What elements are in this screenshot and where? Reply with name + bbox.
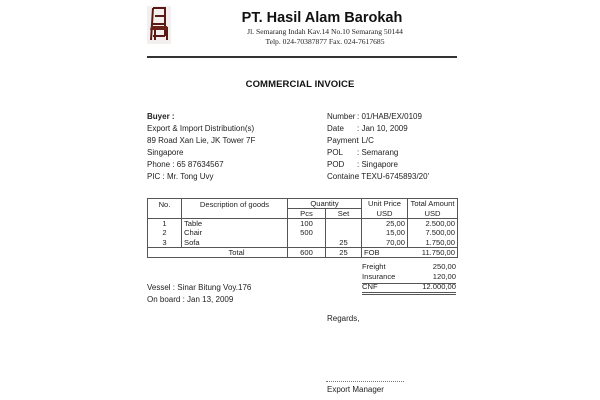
detail-label-container: Containe [327,172,360,181]
table-row [148,219,458,229]
company-name: PT. Hasil Alam Barokah [241,10,403,26]
company-address: Jl. Semarang Indah Kav.14 No.10 Semarang 50144 [247,27,403,36]
header-no: No. [148,199,182,219]
buyer-label: Buyer : [147,112,175,121]
insurance-label: Insurance [362,272,396,281]
row-pcs [288,238,326,248]
header-description: Description of goods [182,199,288,219]
table-row [148,228,458,238]
detail-value-pol: : Semarang [357,148,399,157]
detail-label-pod: POD [327,160,345,169]
header-divider [147,56,457,58]
detail-label-pol: POL [327,148,344,157]
detail-value-number: : 01/HAB/EX/0109 [357,112,422,121]
detail-label-date: Date [327,124,344,133]
detail-value-date: : Jan 10, 2009 [357,124,408,133]
row-set: 25 [326,238,362,248]
row-pcs: 500 [288,228,326,238]
buyer-address: 89 Road Xan Lie, JK Tower 7F [147,136,256,145]
row-unit-price: 15,00 [362,228,408,238]
detail-value-pod: : Singapore [357,160,398,169]
header-pcs: Pcs [288,209,326,219]
company-contact: Telp. 024-70387877 Fax. 024-7617685 [265,37,385,46]
row-no: 2 [148,228,182,238]
header-quantity: Quantity [288,199,362,209]
signature-line [326,381,404,382]
row-unit-price: 25,00 [362,219,408,229]
row-set [326,219,362,229]
row-no: 1 [148,219,182,229]
row-no: 3 [148,238,182,248]
header-unit-price-currency: USD [362,209,408,219]
header-total-amount-currency: USD [408,209,458,219]
row-total: 2.500,00 [408,219,458,229]
detail-value-payment: : L/C [357,136,374,145]
total-amount: 11.750,00 [408,247,458,257]
on-board-date: On board : Jan 13, 2009 [147,295,234,304]
buyer-city: Singapore [147,148,184,157]
cnf-double-underline-top [362,292,456,293]
table-total-row [148,247,458,257]
row-total: 1.750,00 [408,238,458,248]
freight-label: Freight [362,262,386,271]
row-unit-price: 70,00 [362,238,408,248]
header-unit-price: Unit Price [362,199,408,209]
row-set [326,228,362,238]
total-label: Total [148,247,288,257]
insurance-value: 120,00 [432,272,456,281]
signatory-title: Export Manager [327,385,384,394]
detail-label-payment: Payment [327,136,359,145]
document-title: COMMERCIAL INVOICE [245,79,355,90]
chair-icon [147,6,171,44]
detail-label-number: Number [327,112,356,121]
buyer-name: Export & Import Distribution(s) [147,124,255,133]
detail-value-container: : TEXU-6745893/20' [357,172,430,181]
freight-value: 250,00 [432,262,456,271]
summary-insurance [362,272,456,282]
closing-text: Regards, [327,314,360,323]
total-set: 25 [326,247,362,257]
goods-table [147,198,458,258]
row-description: Table [182,219,288,229]
table-row [148,238,458,248]
table-header-row [148,199,458,209]
total-pcs: 600 [288,247,326,257]
buyer-phone: Phone : 65 87634567 [147,160,224,169]
header-total-amount: Total Amount [408,199,458,209]
cnf-label: CNF [362,282,378,291]
cnf-value: 12.000,00 [422,282,456,291]
summary-cnf [362,282,456,292]
row-total: 7.500,00 [408,228,458,238]
row-description: Chair [182,228,288,238]
vessel-info: Vessel : Sinar Bitung Voy.176 [147,283,252,292]
buyer-pic: PIC : Mr. Tong Uvy [147,172,214,181]
total-term: FOB [362,247,408,257]
summary-freight [362,262,456,272]
row-description: Sofa [182,238,288,248]
header-set: Set [326,209,362,219]
row-pcs: 100 [288,219,326,229]
cnf-double-underline-bottom [362,294,456,295]
